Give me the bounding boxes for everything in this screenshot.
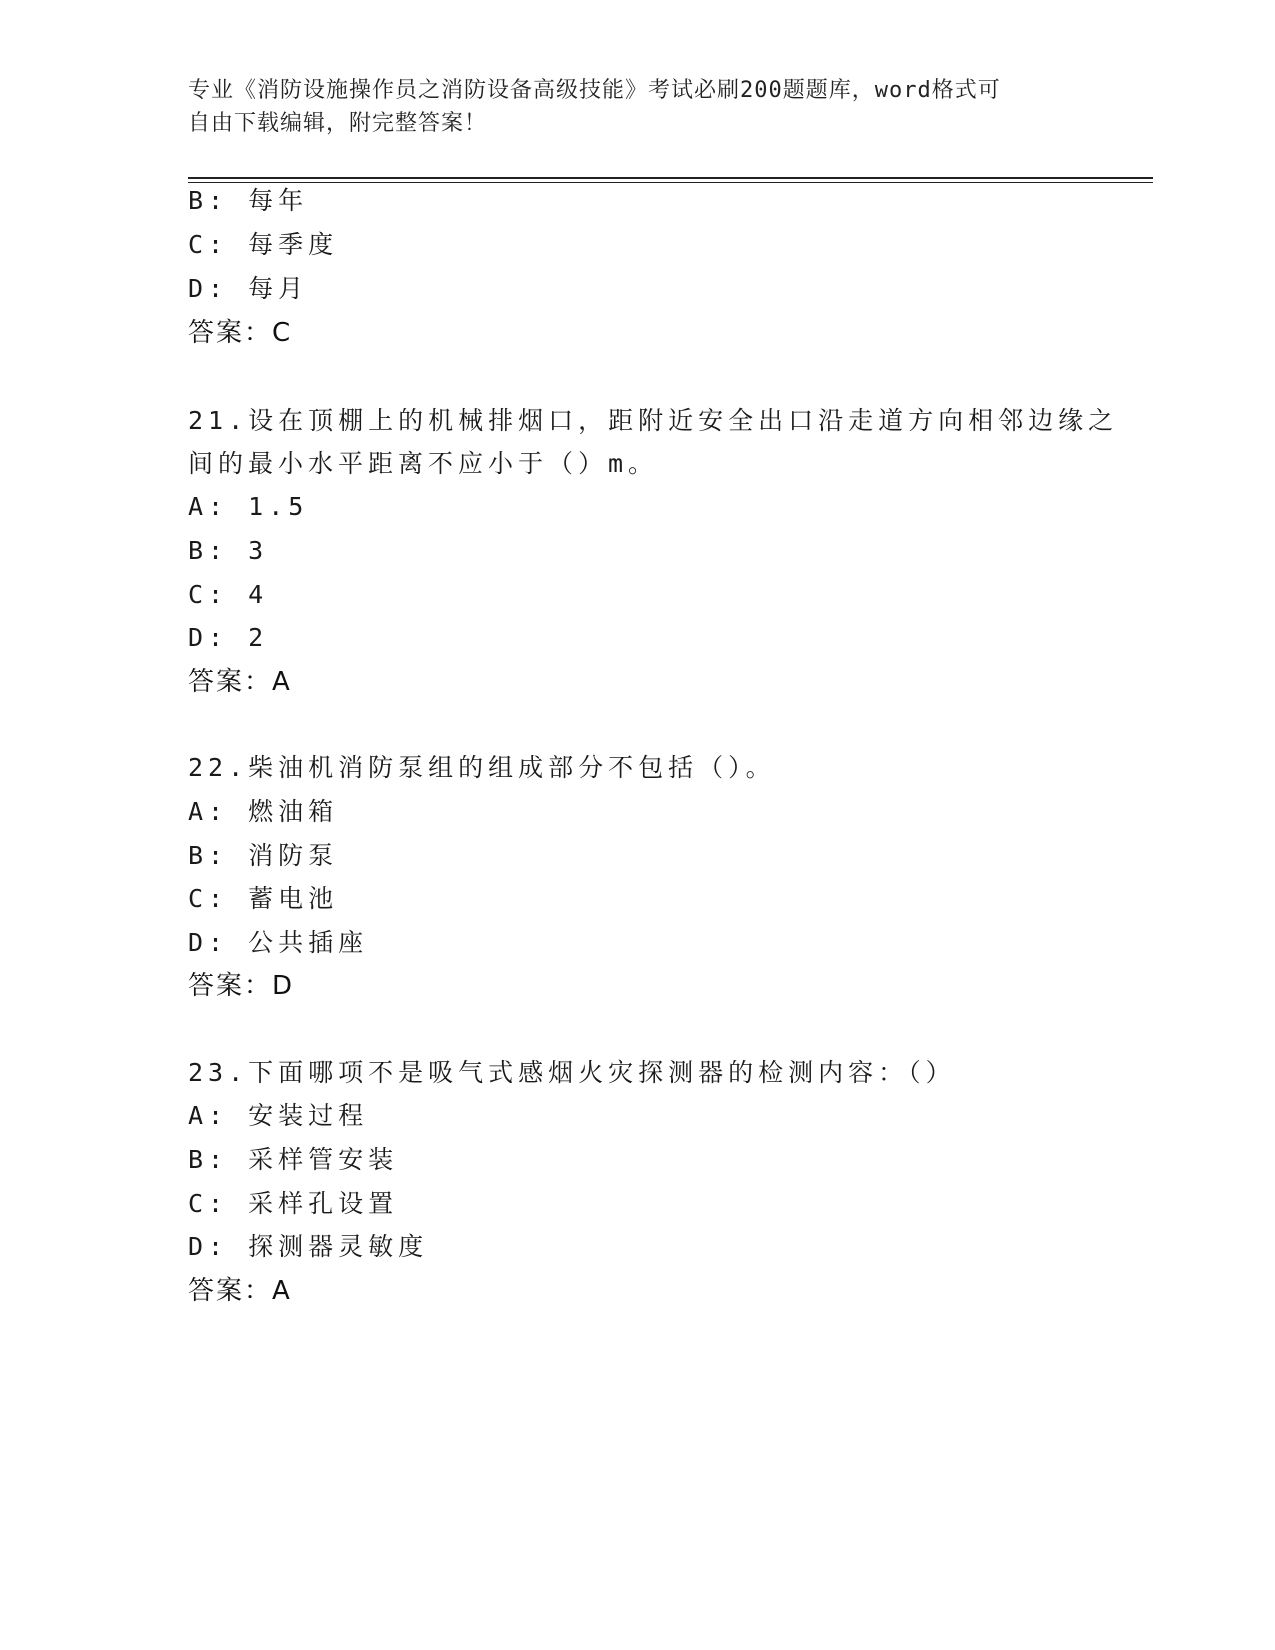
q23-option-c: C: 采样孔设置 xyxy=(188,1189,399,1218)
q21-option-a: A: 1.5 xyxy=(188,492,309,521)
prev-option-c: C: 每季度 xyxy=(188,230,339,259)
q21-option-b: B: 3 xyxy=(188,536,269,565)
q21-stem-line-2: 间的最小水平距离不应小于（）m。 xyxy=(188,449,659,478)
header-divider-thin xyxy=(188,182,1153,183)
prev-option-b: B: 每年 xyxy=(188,186,309,215)
prev-answer: 答案：C xyxy=(188,318,293,348)
prev-option-d: D: 每月 xyxy=(188,274,309,303)
q23-option-d: D: 探测器灵敏度 xyxy=(188,1232,429,1261)
q22-option-b: B: 消防泵 xyxy=(188,841,339,870)
q22-option-d: D: 公共插座 xyxy=(188,928,369,957)
q23-stem: 23.下面哪项不是吸气式感烟火灾探测器的检测内容：（） xyxy=(188,1058,956,1087)
q21-answer: 答案：A xyxy=(188,667,292,697)
q23-option-a: A: 安装过程 xyxy=(188,1101,369,1130)
q21-option-d: D: 2 xyxy=(188,623,269,652)
q22-answer: 答案：D xyxy=(188,971,295,1001)
q22-option-c: C: 蓄电池 xyxy=(188,884,339,913)
header-line-1: 专业《消防设施操作员之消防设备高级技能》考试必刷200题题库，word格式可 xyxy=(188,78,1001,103)
header-divider-thick xyxy=(188,177,1153,179)
q23-answer: 答案：A xyxy=(188,1276,292,1306)
document-header xyxy=(188,74,1088,140)
q21-stem-line-1: 21.设在顶棚上的机械排烟口，距附近安全出口沿走道方向相邻边缘之 xyxy=(188,406,1119,435)
header-line-2: 自由下载编辑，附完整答案！ xyxy=(188,111,488,136)
q21-option-c: C: 4 xyxy=(188,580,269,609)
q23-option-b: B: 采样管安装 xyxy=(188,1145,399,1174)
q22-option-a: A: 燃油箱 xyxy=(188,797,339,826)
q22-stem: 22.柴油机消防泵组的组成部分不包括（）。 xyxy=(188,753,776,782)
